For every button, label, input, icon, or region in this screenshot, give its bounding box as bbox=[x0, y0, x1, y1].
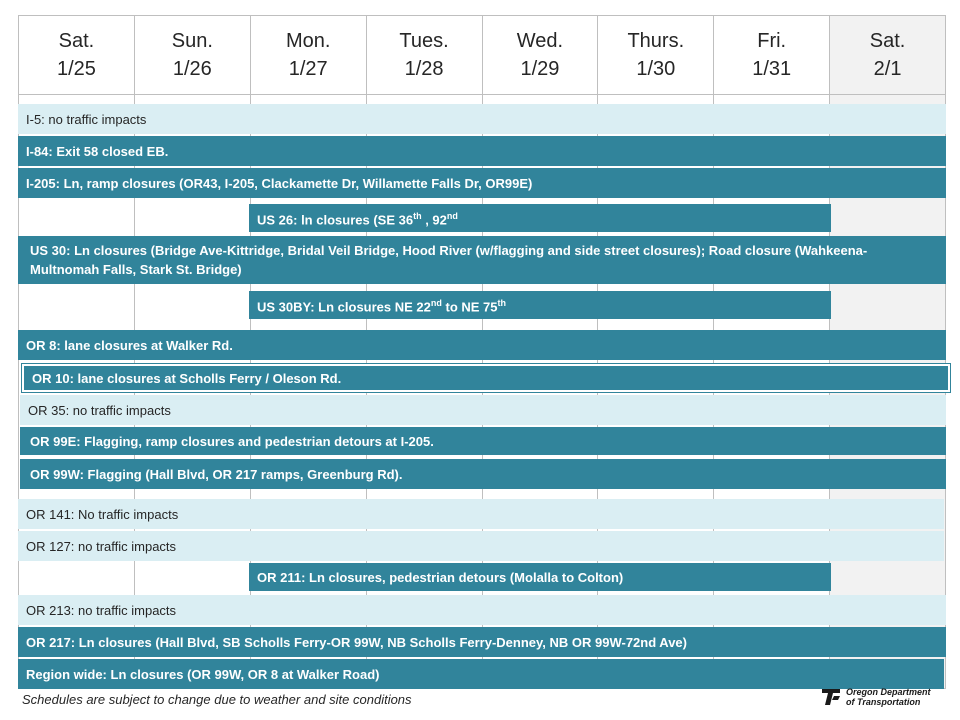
row-label: US 30: Ln closures (Bridge Ave-Kittridge, Bridal Veil Bridge, Hood River (w/flagging and side street closures); Road closure (Wahkeena-Multnomah Falls, Stark St. Bridge) bbox=[30, 243, 868, 277]
day-date: 1/26 bbox=[172, 58, 212, 80]
row-label: I-205: Ln, ramp closures (OR43, I-205, Clackamette Dr, Willamette Falls Dr, OR99E) bbox=[26, 175, 533, 191]
row-us26 bbox=[249, 204, 831, 232]
row-or10 bbox=[22, 364, 950, 392]
row-i5 bbox=[18, 104, 946, 134]
row-label: OR 211: Ln closures, pedestrian detours (Molalla to Colton) bbox=[257, 569, 624, 585]
row-or35 bbox=[20, 395, 946, 425]
row-or99w bbox=[20, 459, 946, 489]
day-name: Sun. bbox=[171, 30, 213, 52]
day-date: 1/29 bbox=[520, 58, 560, 80]
schedule-disclaimer: Schedules are subject to change due to weather and site conditions bbox=[22, 692, 412, 707]
row-label: OR 10: lane closures at Scholls Ferry / Oleson Rd. bbox=[32, 370, 342, 386]
odot-logo-icon bbox=[820, 687, 842, 707]
day-header-mon bbox=[251, 16, 367, 94]
day-date: 1/30 bbox=[636, 58, 676, 80]
day-header-fri bbox=[714, 16, 830, 94]
row-or127 bbox=[18, 531, 944, 561]
day-header-thu bbox=[598, 16, 714, 94]
day-name: Fri. bbox=[757, 30, 787, 52]
day-header-sat-2 bbox=[830, 16, 945, 94]
day-name: Thurs. bbox=[627, 30, 685, 52]
day-header-wed bbox=[483, 16, 599, 94]
day-name: Wed. bbox=[516, 30, 564, 52]
row-label: OR 213: no traffic impacts bbox=[26, 602, 177, 618]
day-name: Sat. bbox=[869, 30, 906, 52]
row-or99e bbox=[20, 427, 946, 455]
row-label: OR 99E: Flagging, ramp closures and pedestrian detours at I-205. bbox=[30, 433, 434, 449]
row-label: OR 8: lane closures at Walker Rd. bbox=[26, 337, 233, 353]
day-date: 2/1 bbox=[873, 58, 902, 80]
calendar-header bbox=[18, 15, 946, 95]
day-date: 1/28 bbox=[404, 58, 444, 80]
day-header-sat-1 bbox=[19, 16, 135, 94]
day-name: Mon. bbox=[285, 30, 331, 52]
row-or217 bbox=[18, 627, 946, 657]
day-name: Tues. bbox=[399, 30, 449, 52]
row-region-wide bbox=[18, 659, 944, 689]
row-label: OR 217: Ln closures (Hall Blvd, SB Scholls Ferry-OR 99W, NB Scholls Ferry-Denney, NB OR 99W-72nd Ave) bbox=[26, 634, 687, 650]
row-us30 bbox=[18, 236, 946, 284]
row-label: OR 127: no traffic impacts bbox=[26, 538, 177, 554]
row-label: OR 141: No traffic impacts bbox=[26, 506, 179, 522]
day-date: 1/25 bbox=[56, 58, 96, 80]
day-name: Sat. bbox=[58, 30, 95, 52]
row-label: I-84: Exit 58 closed EB. bbox=[26, 143, 169, 159]
row-label: I-5: no traffic impacts bbox=[26, 111, 147, 127]
row-or141 bbox=[18, 499, 944, 529]
row-or8 bbox=[18, 330, 946, 360]
row-label: Region wide: Ln closures (OR 99W, OR 8 at Walker Road) bbox=[26, 666, 380, 682]
row-label: OR 35: no traffic impacts bbox=[28, 402, 171, 418]
row-label: US 30BY: Ln closures NE 22nd to NE 75th bbox=[257, 297, 506, 315]
day-header-sun bbox=[135, 16, 251, 94]
day-date: 1/31 bbox=[752, 58, 792, 80]
row-or211 bbox=[249, 563, 831, 591]
row-us30by bbox=[249, 291, 831, 319]
odot-logo-text: Oregon Department of Transportation bbox=[846, 687, 931, 707]
row-i84 bbox=[18, 136, 946, 166]
row-label: US 26: ln closures (SE 36th , 92nd bbox=[257, 210, 458, 228]
day-date: 1/27 bbox=[288, 58, 328, 80]
odot-logo bbox=[820, 687, 931, 707]
row-i205 bbox=[18, 168, 946, 198]
day-header-tue bbox=[367, 16, 483, 94]
row-or213 bbox=[18, 595, 946, 625]
row-label: OR 99W: Flagging (Hall Blvd, OR 217 ramps, Greenburg Rd). bbox=[30, 466, 403, 482]
